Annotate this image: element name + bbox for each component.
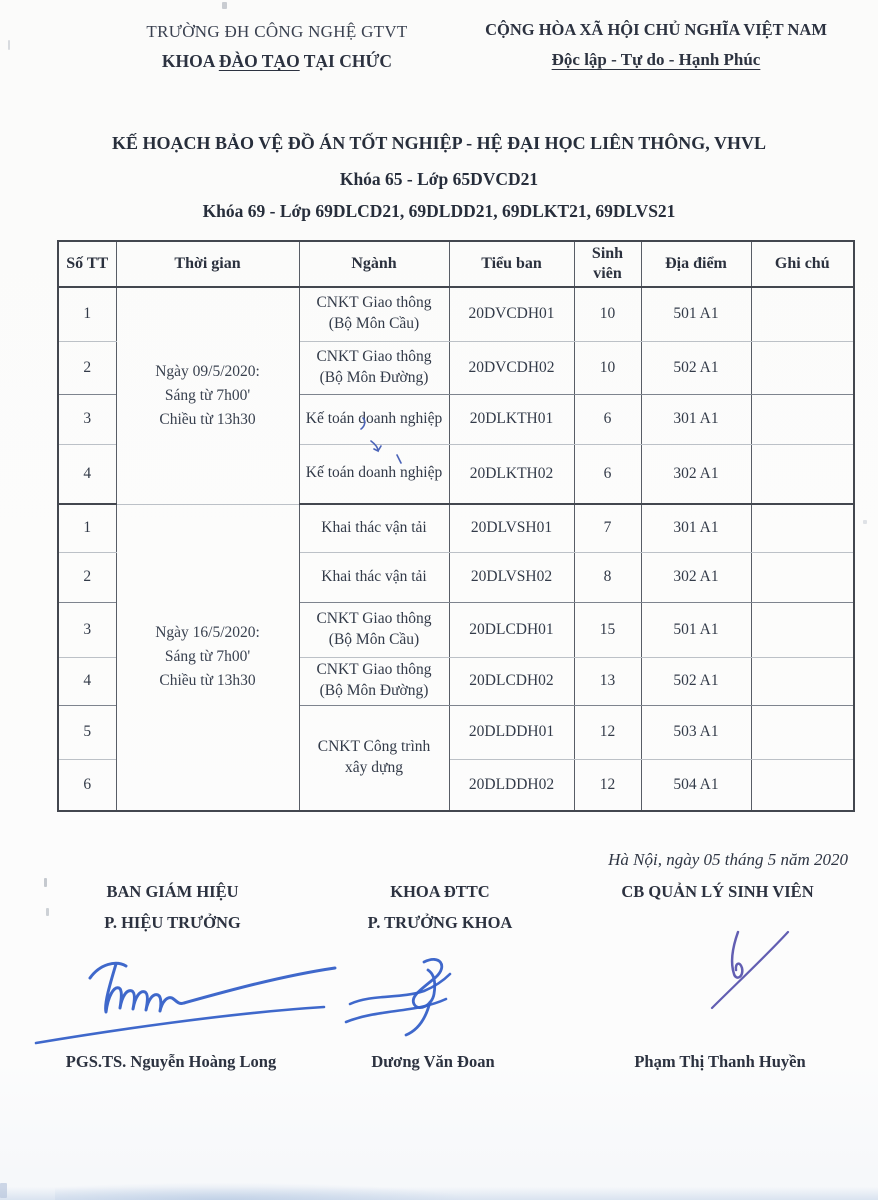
- sinh-vien-cell: 10: [574, 341, 641, 394]
- school-name: TRƯỜNG ĐH CÔNG NGHỆ GTVT: [146, 22, 408, 41]
- stt-cell: 1: [58, 504, 116, 552]
- ghi-chu-cell: [751, 657, 854, 705]
- tieu-ban-cell: 20DLKTH01: [449, 394, 574, 444]
- sinh-vien-cell: 12: [574, 759, 641, 811]
- ghi-chu-cell: [751, 287, 854, 341]
- dia-diem-cell: 502 A1: [641, 341, 751, 394]
- nganh-cell: CNKT Giao thông (Bộ Môn Cầu): [299, 287, 449, 341]
- date-line: Hà Nội, ngày 05 tháng 5 năm 2020: [608, 850, 848, 869]
- stt-cell: 2: [58, 341, 116, 394]
- dia-diem-cell: 504 A1: [641, 759, 751, 811]
- scan-speck: [8, 40, 10, 50]
- tieu-ban-cell: 20DLDDH02: [449, 759, 574, 811]
- sinh-vien-cell: 15: [574, 602, 641, 657]
- col-header-dia-diem: Địa điểm: [641, 241, 751, 287]
- dia-diem-cell: 302 A1: [641, 552, 751, 602]
- signature-3: [690, 924, 798, 1016]
- stt-cell: 2: [58, 552, 116, 602]
- scan-speck: [44, 878, 47, 887]
- department-name: KHOA ĐÀO TẠO TẠI CHỨC: [161, 51, 393, 71]
- ghi-chu-cell: [751, 444, 854, 504]
- ghi-chu-cell: [751, 705, 854, 759]
- dia-diem-cell: 501 A1: [641, 287, 751, 341]
- signer-role: P. TRƯỞNG KHOA: [367, 913, 513, 932]
- national-title: CỘNG HÒA XÃ HỘI CHỦ NGHĨA VIỆT NAM: [485, 20, 827, 39]
- dia-diem-cell: 301 A1: [641, 504, 751, 552]
- table-header-row: [58, 241, 854, 287]
- document-title: KẾ HOẠCH BẢO VỆ ĐỒ ÁN TỐT NGHIỆP - HỆ ĐẠI HỌC LIÊN THÔNG, VHVL: [112, 133, 766, 153]
- ink-mark-comma: [359, 416, 369, 431]
- signer-org: KHOA ĐTTC: [390, 882, 490, 901]
- tieu-ban-cell: 20DLKTH02: [449, 444, 574, 504]
- scan-speck: [222, 2, 227, 9]
- nganh-cell: Kế toán doanh nghiệp: [299, 394, 449, 444]
- signer-role: P. HIỆU TRƯỞNG: [104, 913, 241, 932]
- signer-block-3: [575, 882, 860, 902]
- document-subtitle-1: Khóa 65 - Lớp 65DVCD21: [339, 169, 539, 189]
- national-motto: Độc lập - Tự do - Hạnh Phúc: [551, 50, 761, 69]
- time-cell-session-1: Ngày 09/5/2020: Sáng từ 7h00' Chiều từ 13h30: [116, 287, 299, 504]
- header-left-block: [112, 22, 442, 72]
- stt-cell: 3: [58, 602, 116, 657]
- stt-cell: 4: [58, 657, 116, 705]
- sinh-vien-cell: 13: [574, 657, 641, 705]
- dia-diem-cell: 302 A1: [641, 444, 751, 504]
- ghi-chu-cell: [751, 602, 854, 657]
- dia-diem-cell: 301 A1: [641, 394, 751, 444]
- sinh-vien-cell: 6: [574, 394, 641, 444]
- tieu-ban-cell: 20DLVSH02: [449, 552, 574, 602]
- dia-diem-cell: 502 A1: [641, 657, 751, 705]
- ghi-chu-cell: [751, 341, 854, 394]
- ghi-chu-cell: [751, 552, 854, 602]
- stt-cell: 1: [58, 287, 116, 341]
- ghi-chu-cell: [751, 394, 854, 444]
- sinh-vien-cell: 8: [574, 552, 641, 602]
- ghi-chu-cell: [751, 504, 854, 552]
- tieu-ban-cell: 20DLVSH01: [449, 504, 574, 552]
- nganh-cell: Kế toán doanh nghiệp: [299, 444, 449, 504]
- department-underlined: ĐÀO TẠO: [218, 51, 300, 71]
- ink-mark-squiggle: [369, 439, 383, 456]
- schedule-table: [57, 240, 855, 812]
- scan-speck: [46, 908, 49, 916]
- ghi-chu-cell: [751, 759, 854, 811]
- col-header-tieu-ban: Tiểu ban: [449, 241, 574, 287]
- time-cell-session-2: Ngày 16/5/2020: Sáng từ 7h00' Chiều từ 13h30: [116, 504, 299, 811]
- tieu-ban-cell: 20DLCDH01: [449, 602, 574, 657]
- stt-cell: 5: [58, 705, 116, 759]
- nganh-cell: Khai thác vận tải: [299, 552, 449, 602]
- table-row: [58, 504, 854, 552]
- col-header-thoi-gian: Thời gian: [116, 241, 299, 287]
- stt-cell: 4: [58, 444, 116, 504]
- col-header-sinh-vien: Sinh viên: [574, 241, 641, 287]
- nganh-cell: Khai thác vận tải: [299, 504, 449, 552]
- nganh-cell: CNKT Giao thông (Bộ Môn Đường): [299, 341, 449, 394]
- nganh-cell: CNKT Giao thông (Bộ Môn Cầu): [299, 602, 449, 657]
- stt-cell: 3: [58, 394, 116, 444]
- table-row: [58, 287, 854, 341]
- col-header-nganh: Ngành: [299, 241, 449, 287]
- signature-2: [338, 952, 466, 1040]
- scan-speck: [863, 520, 867, 524]
- dia-diem-cell: 501 A1: [641, 602, 751, 657]
- signer-org: BAN GIÁM HIỆU: [106, 882, 239, 901]
- stt-cell: 6: [58, 759, 116, 811]
- signer-block-2: [330, 882, 550, 933]
- col-header-stt: Số TT: [58, 241, 116, 287]
- tieu-ban-cell: 20DVCDH01: [449, 287, 574, 341]
- nganh-cell: CNKT Giao thông (Bộ Môn Đường): [299, 657, 449, 705]
- dia-diem-cell: 503 A1: [641, 705, 751, 759]
- signer-name-2: Dương Văn Đoan: [371, 1052, 495, 1071]
- ink-mark-apostrophe: [395, 453, 403, 466]
- header-right-block: [452, 20, 860, 70]
- sinh-vien-cell: 10: [574, 287, 641, 341]
- document-subtitle-2: Khóa 69 - Lớp 69DLCD21, 69DLDD21, 69DLKT21, 69DLVS21: [202, 201, 676, 221]
- tieu-ban-cell: 20DLDDH01: [449, 705, 574, 759]
- signature-1: [28, 950, 343, 1050]
- sinh-vien-cell: 12: [574, 705, 641, 759]
- nganh-cell-merged: CNKT Công trình xây dựng: [299, 705, 449, 811]
- col-header-ghi-chu: Ghi chú: [751, 241, 854, 287]
- scan-corner-mark: [0, 1183, 7, 1198]
- signer-name-1: PGS.TS. Nguyễn Hoàng Long: [65, 1052, 277, 1071]
- signer-org: CB QUẢN LÝ SINH VIÊN: [621, 882, 814, 901]
- signer-block-1: [55, 882, 290, 933]
- scan-edge-shadow: [55, 1183, 465, 1200]
- signer-name-3: Phạm Thị Thanh Huyền: [634, 1052, 806, 1071]
- tieu-ban-cell: 20DVCDH02: [449, 341, 574, 394]
- sinh-vien-cell: 6: [574, 444, 641, 504]
- tieu-ban-cell: 20DLCDH02: [449, 657, 574, 705]
- sinh-vien-cell: 7: [574, 504, 641, 552]
